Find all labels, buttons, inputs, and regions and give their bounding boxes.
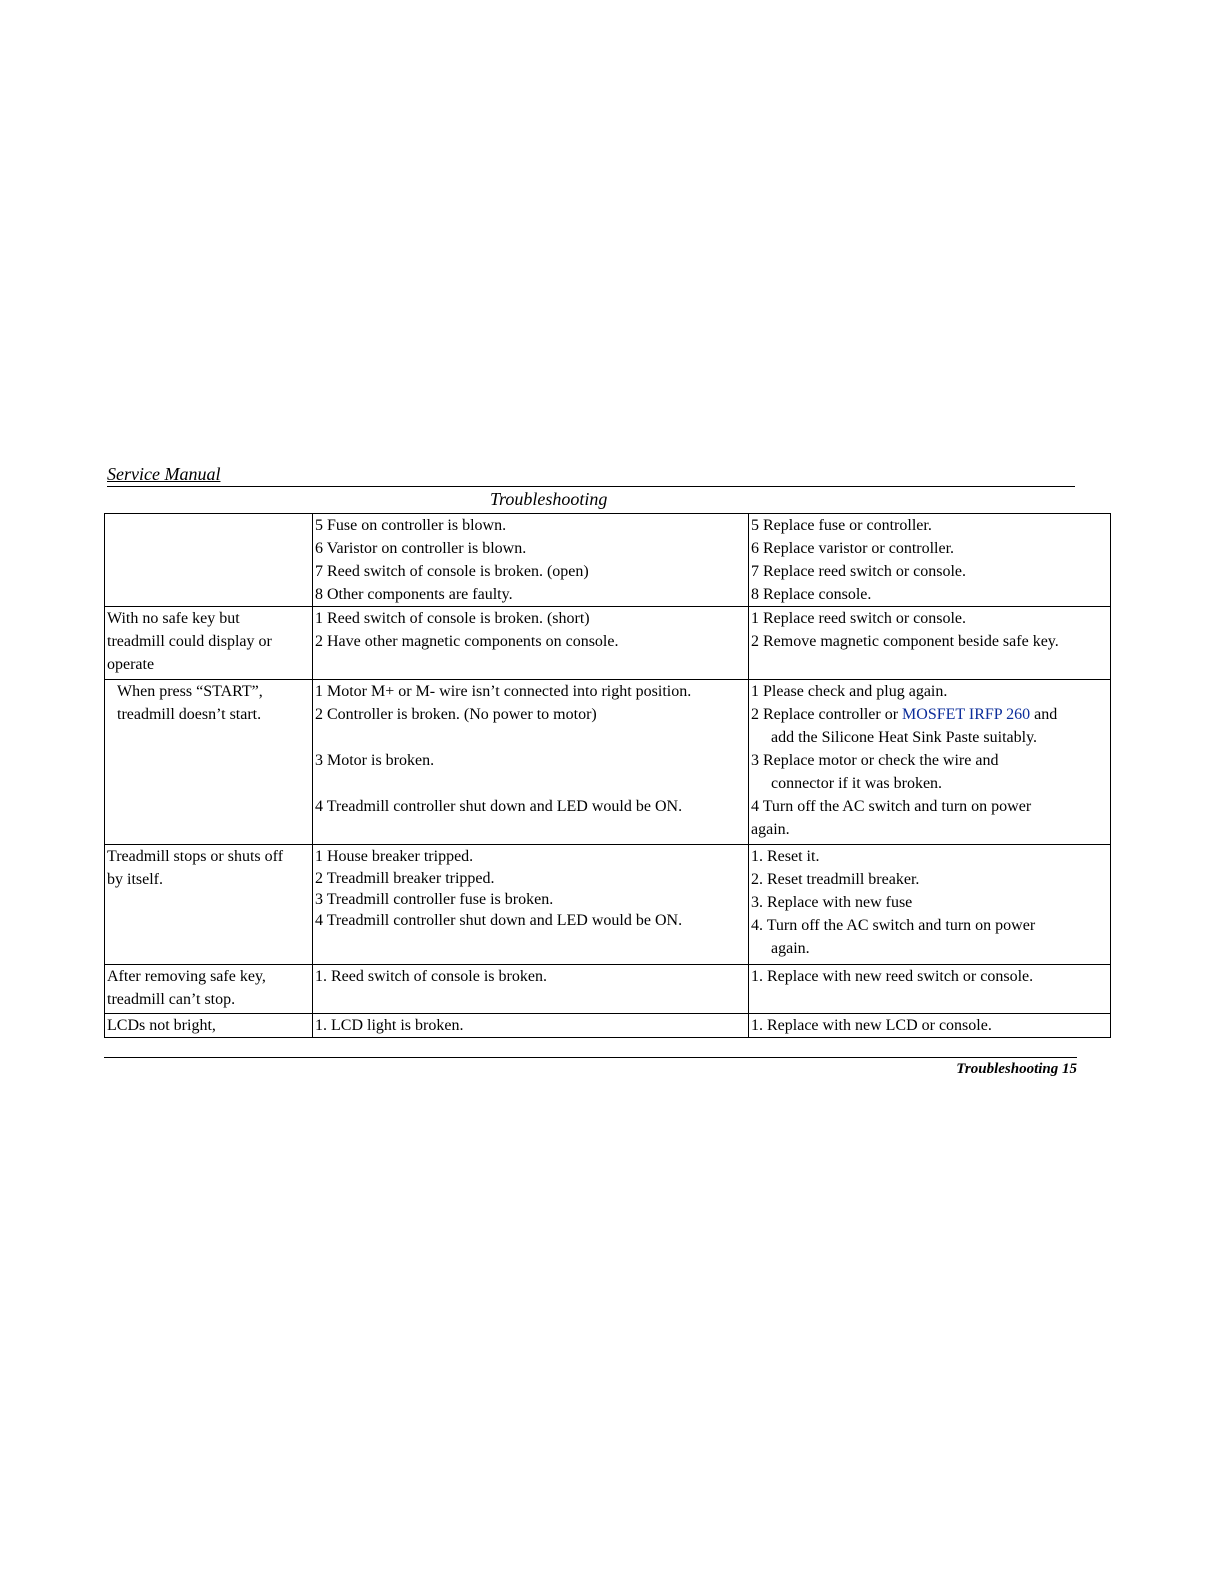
symptom-line: With no safe key but [107, 610, 240, 627]
symptom-line: treadmill could display or [107, 633, 272, 650]
mosfet-part-link[interactable]: MOSFET IRFP 260 [902, 706, 1031, 723]
remedy-item-cont: add the Silicone Heat Sink Paste suitably. [771, 729, 1038, 746]
remedy-text: and [1030, 706, 1058, 723]
cause-item: 2 Controller is broken. (No power to motor) [315, 706, 597, 723]
symptom-line: treadmill doesn’t start. [117, 706, 262, 723]
remedy-cell [749, 965, 1111, 1014]
remedy-cell [749, 514, 1111, 607]
cause-item: 6 Varistor on controller is blown. [315, 540, 527, 557]
symptom-cell [105, 514, 313, 607]
symptom-cell [105, 680, 313, 845]
table-row [105, 845, 1111, 965]
remedy-item: 1. Reset it. [751, 848, 820, 865]
cause-item: 3 Treadmill controller fuse is broken. [315, 891, 554, 908]
cause-item: 5 Fuse on controller is blown. [315, 517, 507, 534]
cause-cell [313, 607, 749, 680]
cause-cell [313, 680, 749, 845]
table-row [105, 607, 1111, 680]
symptom-line: LCDs not bright, [107, 1017, 216, 1034]
remedy-item: 4. Turn off the AC switch and turn on power [751, 917, 1036, 934]
header-rule [107, 486, 1075, 487]
remedy-item: 3 Replace motor or check the wire and [751, 752, 999, 769]
cause-item: 1 Motor M+ or M- wire isn’t connected into right position. [315, 683, 692, 700]
cause-item: 2 Have other magnetic components on console. [315, 633, 619, 650]
footer-rule [104, 1057, 1077, 1058]
spacer [315, 772, 746, 795]
remedy-item: 7 Replace reed switch or console. [751, 563, 967, 580]
remedy-item [751, 703, 1108, 726]
cause-item: 2 Treadmill breaker tripped. [315, 870, 495, 887]
symptom-line: Treadmill stops or shuts off [107, 848, 284, 865]
cause-item: 1 House breaker tripped. [315, 848, 474, 865]
symptom-cell [105, 845, 313, 965]
symptom-line: by itself. [107, 871, 163, 888]
symptom-line: After removing safe key, [107, 968, 266, 985]
section-title: Troubleshooting [490, 489, 608, 509]
cause-item: 3 Motor is broken. [315, 752, 435, 769]
cause-item: 7 Reed switch of console is broken. (open) [315, 563, 589, 580]
remedy-text: 2 Replace controller or [751, 706, 903, 723]
cause-item: 4 Treadmill controller shut down and LED would be ON. [315, 798, 683, 815]
remedy-item: 1. Replace with new reed switch or console. [751, 968, 1034, 985]
remedy-item: 4 Turn off the AC switch and turn on power [751, 798, 1032, 815]
symptom-line: When press “START”, [117, 683, 263, 700]
remedy-item: 1 Replace reed switch or console. [751, 610, 967, 627]
cause-cell [313, 845, 749, 965]
remedy-item: 3. Replace with new fuse [751, 894, 913, 911]
cause-cell [313, 965, 749, 1014]
cause-item: 1 Reed switch of console is broken. (short) [315, 610, 590, 627]
symptom-line: treadmill can’t stop. [107, 991, 236, 1008]
manual-label: Service Manual [107, 464, 221, 484]
spacer [315, 726, 746, 749]
remedy-item-cont: connector if it was broken. [771, 775, 943, 792]
table-row [105, 680, 1111, 845]
remedy-cell [749, 1014, 1111, 1038]
remedy-item-cont: again. [751, 821, 790, 838]
cause-item: 4 Treadmill controller shut down and LED would be ON. [315, 912, 683, 929]
symptom-cell [105, 1014, 313, 1038]
symptom-line: operate [107, 656, 155, 673]
table-row [105, 965, 1111, 1014]
cause-cell [313, 1014, 749, 1038]
table-row [105, 1014, 1111, 1038]
cause-cell [313, 514, 749, 607]
remedy-item: 8 Replace console. [751, 586, 872, 603]
cause-item: 1. LCD light is broken. [315, 1017, 464, 1034]
table-row [105, 514, 1111, 607]
symptom-cell [105, 965, 313, 1014]
troubleshooting-table [104, 513, 1111, 1038]
remedy-cell [749, 680, 1111, 845]
cause-item: 1. Reed switch of console is broken. [315, 968, 547, 985]
cause-item: 8 Other components are faulty. [315, 586, 513, 603]
remedy-item: 2. Reset treadmill breaker. [751, 871, 920, 888]
remedy-item: 5 Replace fuse or controller. [751, 517, 932, 534]
remedy-cell [749, 607, 1111, 680]
symptom-cell [105, 607, 313, 680]
remedy-item: 6 Replace varistor or controller. [751, 540, 955, 557]
remedy-item: 1 Please check and plug again. [751, 683, 948, 700]
remedy-item: 2 Remove magnetic component beside safe key. [751, 633, 1059, 650]
remedy-item-cont: again. [771, 940, 810, 957]
page-label: Troubleshooting 15 [956, 1061, 1077, 1077]
remedy-item: 1. Replace with new LCD or console. [751, 1017, 992, 1034]
remedy-cell [749, 845, 1111, 965]
